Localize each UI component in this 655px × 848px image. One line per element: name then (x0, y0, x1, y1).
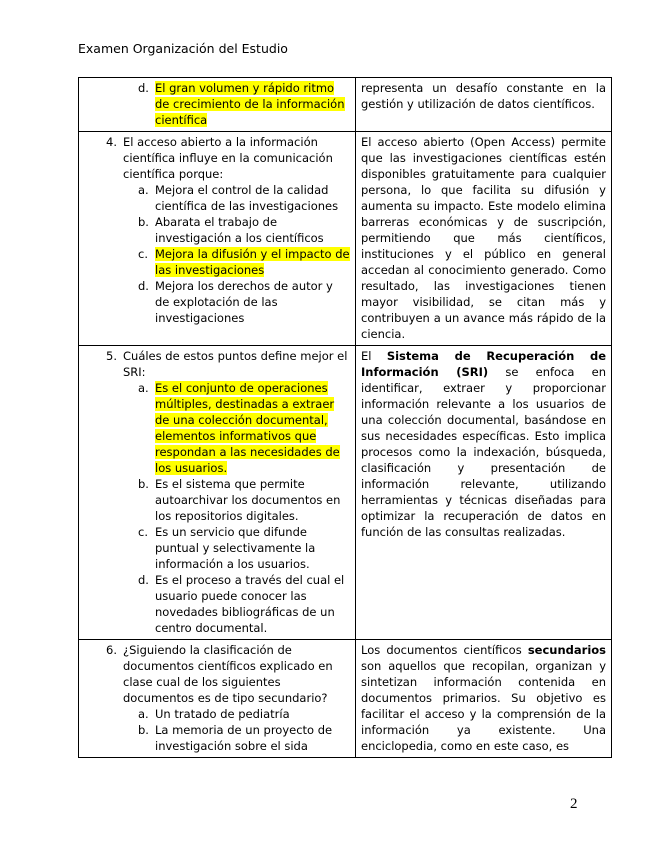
option-text: Mejora la difusión y el impacto de las investigaciones (155, 247, 350, 277)
option-text: El gran volumen y rápido ritmo de crecimiento de la información científica (155, 81, 345, 127)
option-c (138, 524, 350, 572)
option-letter: d. (138, 279, 149, 293)
question-cell (79, 132, 356, 346)
table-row (79, 132, 612, 346)
option-text: Mejora los derechos de autor y de explotación de las investigaciones (155, 279, 333, 325)
question-number: 6. (106, 643, 117, 657)
question-cell (79, 640, 356, 758)
question-number: 5. (106, 349, 117, 363)
answer-text: El acceso abierto (Open Access) permite que las investigaciones científicas estén disponibles gratuitamente para cualquier persona, lo que facilita su difusión y aumenta su impacto. Este modelo elimina barreras económicas y de suscripción, permitiendo que más científicos, instituciones y el público en general accedan al conocimiento generado. Como resultado, las investigaciones tienen mayor visibilidad, se citan más y contribuyen a un avance más rápido de la ciencia. (361, 135, 606, 341)
answer-cell (356, 78, 612, 132)
option-b (138, 722, 350, 754)
option-a (138, 706, 350, 722)
answer-bold-term: Sistema de Recuperación de Información (SRI) (361, 349, 607, 379)
option-text: Es el proceso a través del cual el usuario puede conocer las novedades bibliográficas de un centro documental. (155, 573, 345, 635)
option-d (138, 572, 350, 636)
option-a (138, 380, 350, 476)
option-b (138, 214, 350, 246)
option-letter: b. (138, 215, 149, 229)
answer-text: se enfoca en identificar, extraer y proporcionar información relevante a los usuarios de una colección documental, basándose en sus necesidades específicas. Esto implica procesos como la indexación, búsqueda, clasificación y presentación de información relevante, utilizando herramientas y técnicas diseñadas para optimizar la recuperación de datos en función de las consultas realizadas. (361, 365, 607, 539)
option-c (138, 246, 350, 278)
question-text: ¿Siguiendo la clasificación de documentos científicos explicado en clase cual de los siguientes documentos es de tipo secundario? (123, 643, 333, 705)
question-number: 4. (106, 135, 117, 149)
table-row (79, 78, 612, 132)
option-text: Abarata el trabajo de investigación a los científicos (155, 215, 324, 245)
option-letter: b. (138, 477, 149, 491)
question-cell (79, 78, 356, 132)
option-b (138, 476, 350, 524)
option-d (138, 80, 350, 128)
answer-cell (356, 132, 612, 346)
option-letter: c. (138, 247, 148, 261)
answer-intro: El (361, 349, 372, 363)
option-letter: c. (138, 525, 148, 539)
question-cell (79, 346, 356, 640)
option-letter: a. (138, 707, 149, 721)
option-letter: d. (138, 573, 149, 587)
page-header: Examen Organización del Estudio (78, 41, 288, 56)
option-letter: d. (138, 81, 149, 95)
option-text: Es un servicio que difunde puntual y selectivamente la información a los usuarios. (155, 525, 316, 571)
answer-intro: Los documentos científicos (361, 643, 522, 657)
answer-cell (356, 346, 612, 640)
option-a (138, 182, 350, 214)
option-letter: a. (138, 183, 149, 197)
option-text: Mejora el control de la calidad científica de las investigaciones (155, 183, 339, 213)
answer-bold-term: secundarios (527, 643, 607, 657)
answer-text: representa un desafío constante en la gestión y utilización de datos científicos. (361, 81, 606, 111)
question-text: El acceso abierto a la información científica influye en la comunicación científica porque: (123, 135, 333, 181)
table-row (79, 640, 612, 758)
question-text: Cuáles de estos puntos define mejor el SRI: (123, 349, 348, 379)
option-text: La memoria de un proyecto de investigación sobre el sida (155, 723, 333, 753)
table-row (79, 346, 612, 640)
option-d (138, 278, 350, 326)
option-text: Un tratado de pediatría (155, 707, 290, 721)
answer-cell (356, 640, 612, 758)
option-letter: a. (138, 381, 149, 395)
option-text: Es el sistema que permite autoarchivar los documentos en los repositorios digitales. (155, 477, 341, 523)
option-text: Es el conjunto de operaciones múltiples, destinadas a extraer de una colección documental, elementos informativos que respondan a las necesidades de los usuarios. (155, 381, 340, 475)
page-number: 2 (570, 796, 578, 812)
option-letter: b. (138, 723, 149, 737)
exam-table (78, 77, 612, 758)
answer-text: son aquellos que recopilan, organizan y sintetizan información contenida en documentos primarios. Su objetivo es facilitar el acceso y la comprensión de la información ya existente. Una enciclopedia, como en este caso, es (361, 659, 606, 753)
